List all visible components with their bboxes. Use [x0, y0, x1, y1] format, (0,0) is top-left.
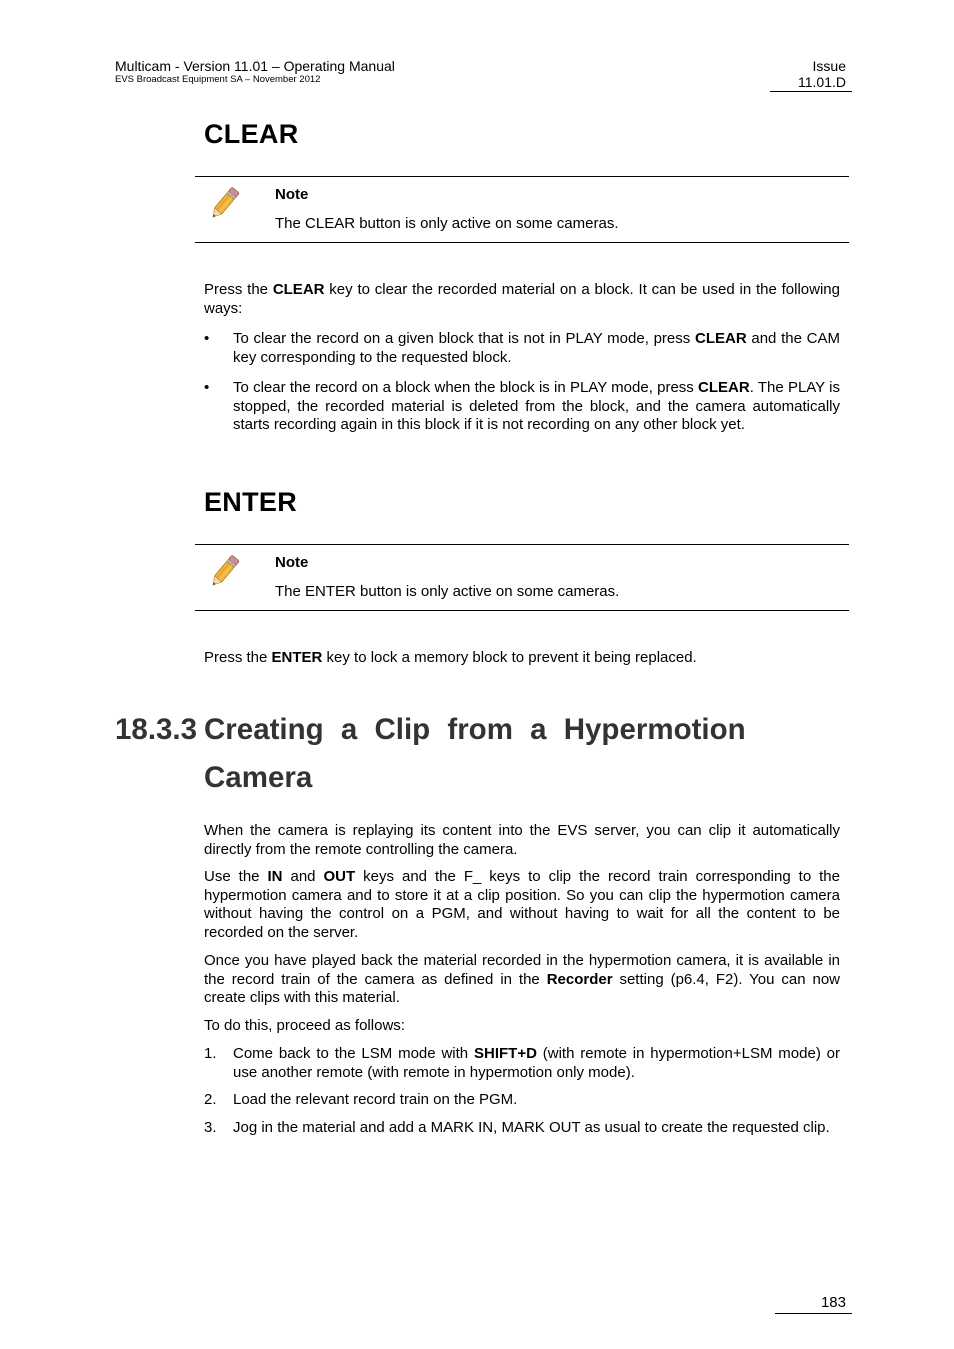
list-item	[204, 1119, 840, 1138]
section-paragraph-3: Once you have played back the material recorded in the hypermotion camera, it is available in the record train of the camera as defined in the Recorder setting (p6.4, F2). You can now create clips with this material.	[204, 952, 841, 1007]
section-title-line1: Creating a Clip from a Hypermotion	[204, 713, 746, 746]
step-text: Jog in the material and add a MARK IN, MARK OUT as usual to create the requested clip.	[233, 1119, 830, 1136]
bullet-text: To clear the record on a block when the block is in PLAY mode, press CLEAR. The PLAY is stopped, the recorded material is deleted from the block, and the camera automatically starts recording again in this block if it is not recording on any other block yet.	[233, 379, 840, 434]
list-item	[204, 379, 840, 435]
list-item	[204, 330, 840, 367]
bullet-marker: •	[204, 379, 210, 396]
enter-note	[195, 544, 849, 611]
clear-note-title: Note	[275, 186, 309, 203]
footer-rule	[775, 1313, 852, 1314]
list-item	[204, 1045, 840, 1082]
clear-note	[195, 176, 849, 243]
bullet-marker: •	[204, 330, 210, 347]
header-issue-label: Issue	[812, 58, 846, 74]
step-number: 2.	[204, 1091, 217, 1108]
list-item	[204, 1091, 840, 1110]
bullet-text: To clear the record on a given block that is not in PLAY mode, press CLEAR and the CAM key corresponding to the requested block.	[233, 330, 840, 366]
header-subtitle: EVS Broadcast Equipment SA – November 2012	[115, 74, 321, 85]
step-number: 3.	[204, 1119, 217, 1136]
section-paragraph-4: To do this, proceed as follows:	[204, 1017, 405, 1034]
header-issue-number: 11.01.D	[798, 74, 846, 90]
section-title-line2: Camera	[204, 761, 313, 794]
pencil-icon	[205, 553, 243, 591]
section-heading	[115, 706, 755, 802]
header-rule	[770, 91, 852, 92]
header-title: Multicam - Version 11.01 – Operating Manual	[115, 58, 395, 74]
clear-heading: CLEAR	[204, 119, 299, 149]
enter-text: Press the ENTER key to lock a memory block to prevent it being replaced.	[204, 649, 697, 666]
enter-note-title: Note	[275, 554, 309, 571]
pencil-icon	[205, 185, 243, 223]
enter-note-text: The ENTER button is only active on some cameras.	[275, 583, 620, 600]
step-number: 1.	[204, 1045, 217, 1062]
enter-heading: ENTER	[204, 487, 298, 517]
clear-note-text: The CLEAR button is only active on some cameras.	[275, 215, 619, 232]
section-paragraph-2: Use the IN and OUT keys and the F_ keys to clip the record train corresponding to the hypermotion camera and to store it at a clip position. So you can clip the hypermotion camera without having the control on a PGM, and without having to wait for all the content to be recorded on the server.	[204, 868, 840, 941]
step-text: Come back to the LSM mode with SHIFT+D (with remote in hypermotion+LSM mode) or use another remote (with remote in hypermotion only mode).	[233, 1045, 840, 1081]
step-text: Load the relevant record train on the PGM.	[233, 1091, 518, 1108]
page-number: 183	[820, 1294, 846, 1311]
clear-intro: Press the CLEAR key to clear the recorded material on a block. It can be used in the following ways:	[204, 281, 840, 317]
section-paragraph-1: When the camera is replaying its content into the EVS server, you can clip it automatically directly from the remote controlling the camera.	[204, 822, 840, 858]
section-number: 18.3.3	[115, 713, 198, 746]
